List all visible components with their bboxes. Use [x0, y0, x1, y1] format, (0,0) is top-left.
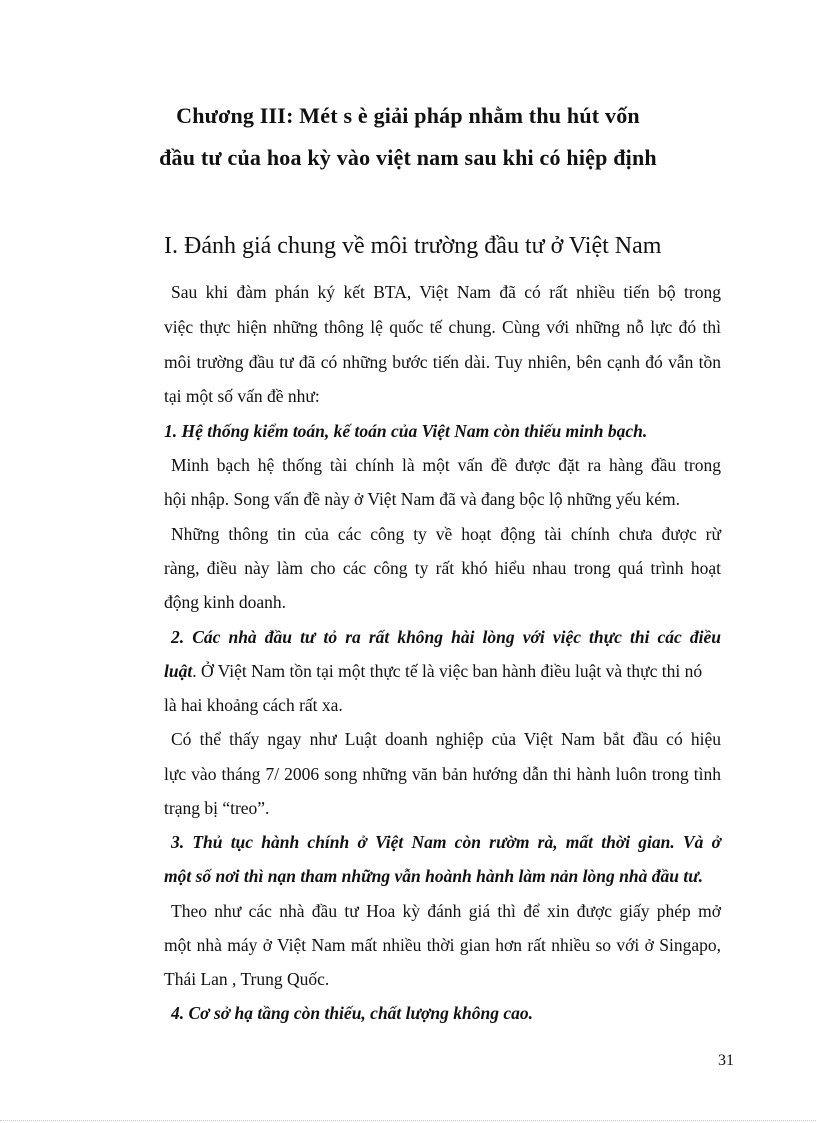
item-3-paragraph-line: Theo như các nhà đầu tư Hoa kỳ đánh giá thì để xin được giấy phép mở — [171, 901, 721, 921]
item-2-paragraph-line: trạng bị “treo”. — [164, 798, 270, 818]
item-1-paragraph-line: ràng, điều này làm cho các công ty rất khó hiểu nhau trong quá trình hoạt — [164, 558, 721, 578]
section-heading: I. Đánh giá chung về môi trường đầu tư ở Việt Nam — [164, 233, 662, 259]
chapter-title-line-2: đầu tư của hoa kỳ vào việt nam sau khi có hiệp định — [159, 145, 657, 170]
intro-paragraph-line: tại một số vấn đề như: — [164, 386, 320, 406]
item-1-paragraph-line: hội nhập. Song vấn đề này ở Việt Nam đã và đang bộc lộ những yếu kém. — [164, 489, 681, 509]
item-2-heading-end: luật — [164, 661, 193, 681]
item-2-paragraph-line: Có thể thấy ngay như Luật doanh nghiệp của Việt Nam bắt đầu có hiệu — [171, 729, 721, 749]
item-1-paragraph-line: động kinh doanh. — [164, 592, 287, 612]
item-2-paragraph-line: lực vào tháng 7/ 2006 song những văn bản hướng dẫn thi hành luôn trong tình — [164, 764, 721, 784]
item-4-heading: 4. Cơ sở hạ tầng còn thiếu, chất lượng không cao. — [171, 1003, 533, 1023]
item-1-heading: 1. Hệ thống kiểm toán, kế toán của Việt Nam còn thiếu minh bạch. — [164, 421, 648, 441]
item-3-heading: một số nơi thì nạn tham những vẫn hoành hành làm nản lòng nhà đầu tư. — [164, 866, 704, 886]
item-2-heading-continuation — [164, 661, 702, 682]
item-2-text-line: là hai khoảng cách rất xa. — [164, 695, 343, 715]
intro-paragraph-line: việc thực hiện những thông lệ quốc tế chung. Cùng với những nỗ lực đó thì — [164, 317, 721, 337]
intro-paragraph-line: Sau khi đàm phán ký kết BTA, Việt Nam đã có rất nhiều tiến bộ trong — [171, 282, 721, 302]
intro-paragraph-line: môi trường đầu tư đã có những bước tiến dài. Tuy nhiên, bên cạnh đó vẫn tồn — [164, 352, 721, 372]
item-1-paragraph-line: Những thông tin của các công ty về hoạt động tài chính chưa được rừ — [171, 524, 721, 544]
page-number: 31 — [718, 1052, 734, 1069]
item-3-heading: 3. Thủ tục hành chính ở Việt Nam còn rườm rà, mất thời gian. Và ở — [171, 832, 721, 852]
item-3-paragraph-line: Thái Lan , Trung Quốc. — [164, 969, 330, 989]
item-2-text: . Ở Việt Nam tồn tại một thực tế là việc ban hành điều luật và thực thi nó — [192, 661, 703, 681]
chapter-title-line-1: Chương III: Mét s è giải pháp nhằm thu hút vốn — [176, 103, 640, 128]
item-1-paragraph-line: Minh bạch hệ thống tài chính là một vấn đề được đặt ra hàng đầu trong — [171, 455, 721, 475]
item-2-heading: 2. Các nhà đầu tư tỏ ra rất không hài lòng với việc thực thi các điều — [171, 627, 721, 647]
item-3-paragraph-line: một nhà máy ở Việt Nam mất nhiều thời gian hơn rất nhiều so với ở Singapo, — [164, 935, 721, 955]
footer-divider — [0, 1120, 816, 1121]
